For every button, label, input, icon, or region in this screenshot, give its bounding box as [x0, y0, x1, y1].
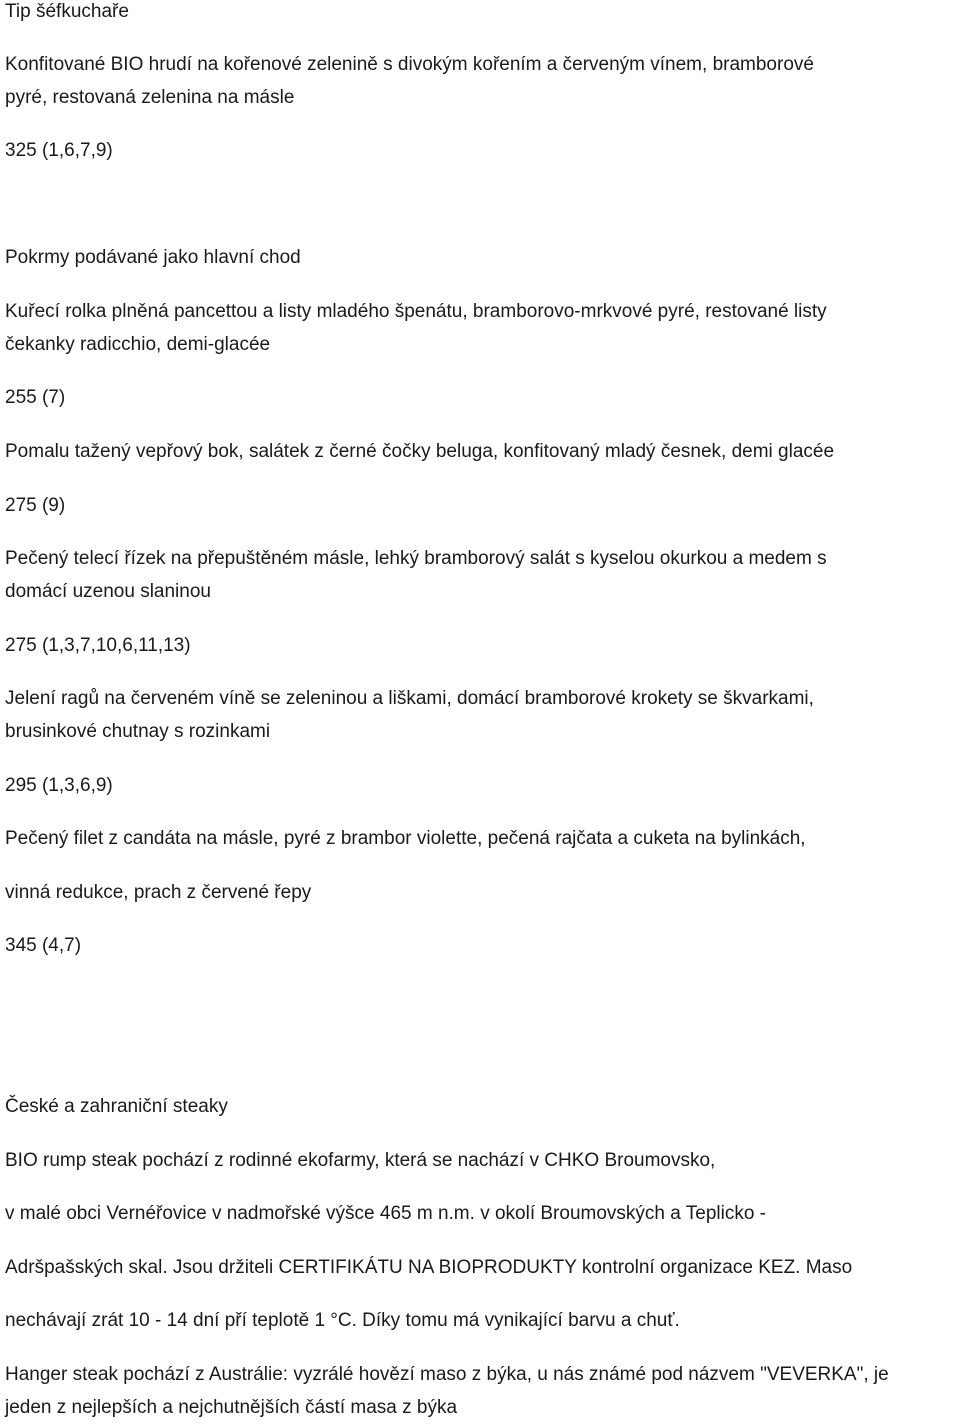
dish-description-line: Pečený telecí řízek na přepuštěném másle, lehký bramborový salát s kyselou okurkou a medem s [5, 548, 827, 569]
dish-description-line: Pečený filet z candáta na másle, pyré z brambor violette, pečená rajčata a cuketa na bylinkách, [5, 828, 806, 849]
steaks-paragraph-line: jeden z nejlepších a nejchutnějších částí masa z býka [5, 1397, 458, 1418]
chef-tip-dish-line: Konfitované BIO hrudí na kořenové zelenině s divokým kořením a červeným vínem, bramborové [5, 54, 814, 75]
steaks-paragraph-line: Hanger steak pochází z Austrálie: vyzrálé hovězí maso z býka, u nás známé pod názvem "VEVERKA", je [5, 1364, 889, 1385]
dish-description-line: vinná redukce, prach z červené řepy [5, 882, 312, 903]
dish-price: 275 (9) [5, 495, 66, 516]
steaks-paragraph-line: Adršpašských skal. Jsou držiteli CERTIFIKÁTU NA BIOPRODUKTY kontrolní organizace KEZ. Maso [5, 1257, 853, 1278]
chef-tip-price: 325 (1,6,7,9) [5, 140, 113, 161]
dish-description-line: Pomalu tažený vepřový bok, salátek z černé čočky beluga, konfitovaný mladý česnek, demi glacée [5, 441, 835, 462]
dish-price: 295 (1,3,6,9) [5, 775, 113, 796]
steaks-paragraph-line: nechávají zrát 10 - 14 dní pří teplotě 1 °C. Díky tomu má vynikající barvu a chuť. [5, 1310, 680, 1331]
dish-description-line: Jelení ragů na červeném víně se zeleninou a liškami, domácí bramborové krokety se škvarkami, [5, 688, 814, 709]
dish-description-line: čekanky radicchio, demi-glacée [5, 334, 271, 355]
dish-description-line: Kuřecí rolka plněná pancettou a listy mladého špenátu, bramborovo-mrkvové pyré, restované listy [5, 301, 827, 322]
dish-price: 275 (1,3,7,10,6,11,13) [5, 635, 191, 656]
steaks-heading: České a zahraniční steaky [5, 1096, 228, 1117]
chef-tip-dish-line: pyré, restovaná zelenina na másle [5, 87, 295, 108]
dish-price: 255 (7) [5, 387, 66, 408]
dish-price: 345 (4,7) [5, 935, 82, 956]
main-courses-heading: Pokrmy podávané jako hlavní chod [5, 247, 301, 268]
steaks-paragraph-line: v malé obci Vernéřovice v nadmořské výšce 465 m n.m. v okolí Broumovských a Teplicko - [5, 1203, 767, 1224]
dish-description-line: brusinkové chutnay s rozinkami [5, 721, 271, 742]
chef-tip-heading: Tip šéfkuchaře [5, 1, 129, 22]
dish-description-line: domácí uzenou slaninou [5, 581, 211, 602]
steaks-paragraph-line: BIO rump steak pochází z rodinné ekofarmy, která se nachází v CHKO Broumovsko, [5, 1150, 716, 1171]
